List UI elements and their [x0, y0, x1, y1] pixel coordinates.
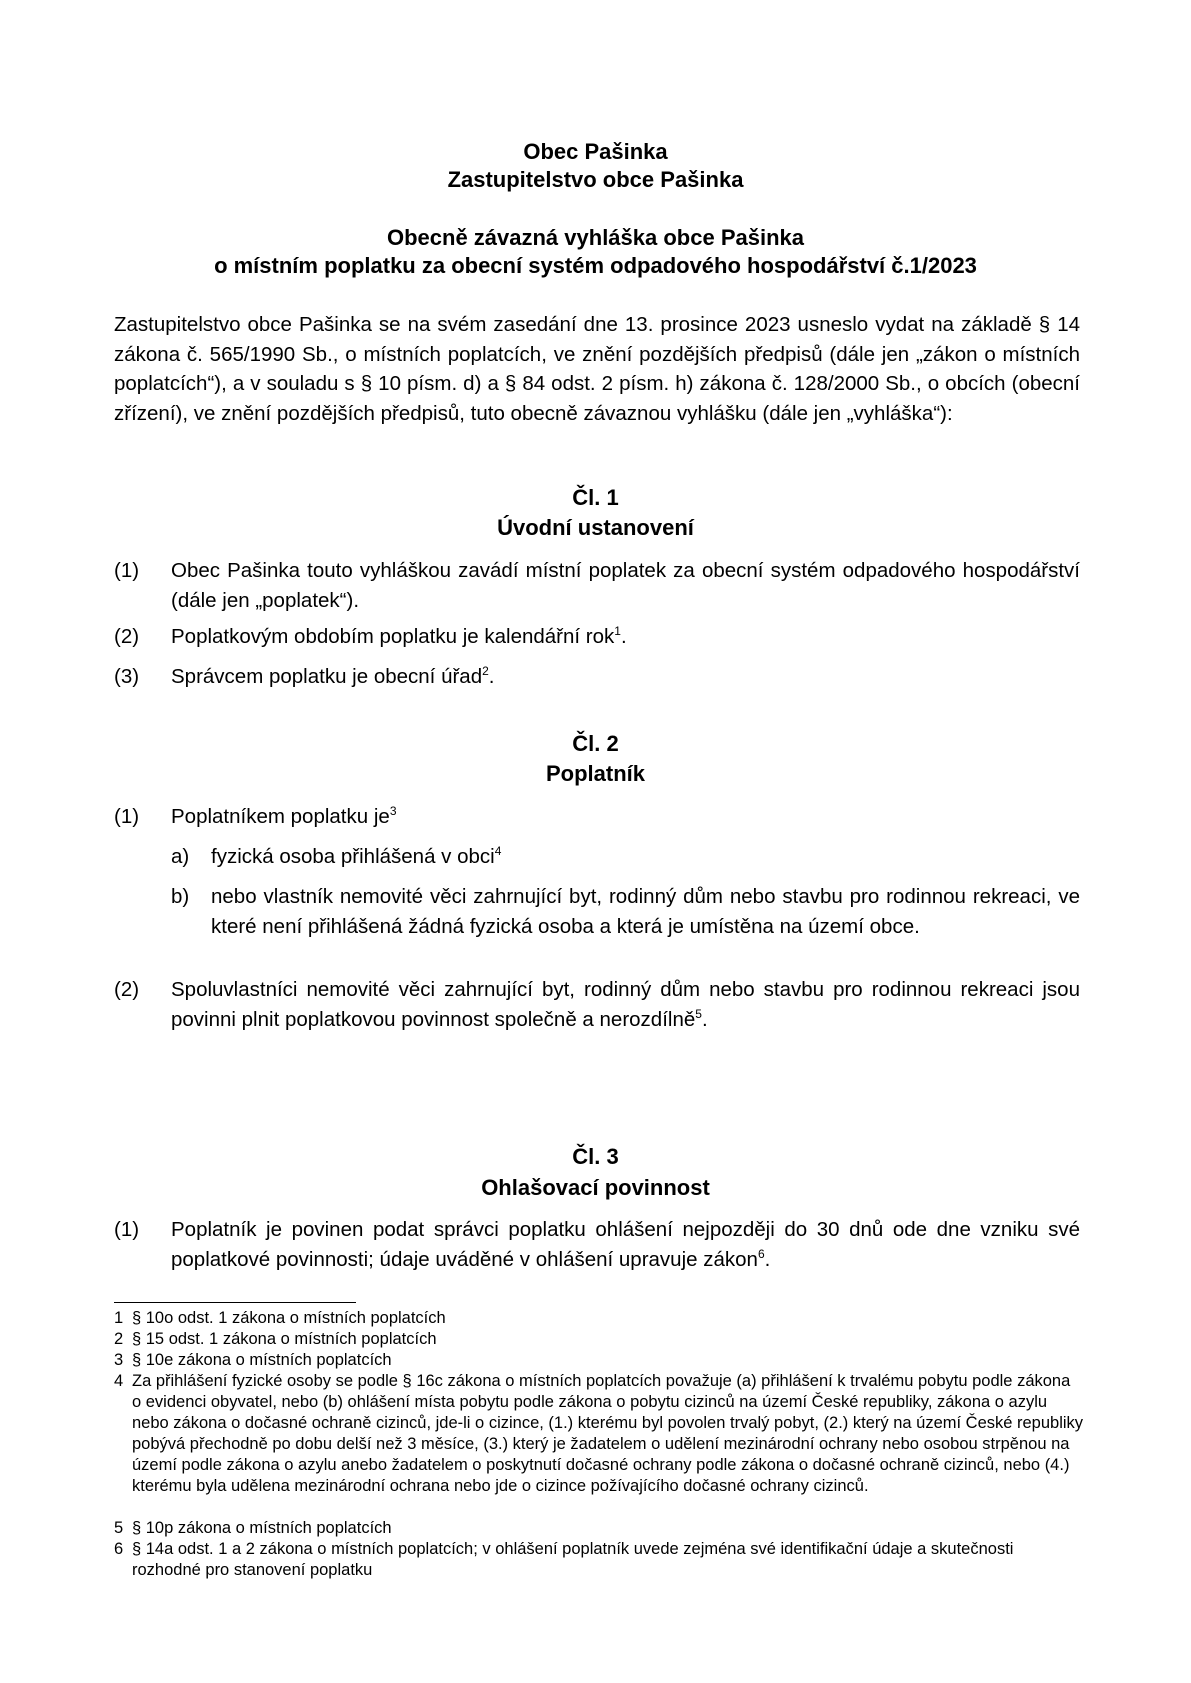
paragraph-text-end: . [764, 1247, 771, 1271]
item-letter: a) [171, 845, 190, 868]
paragraph-text-body: Poplatníkem poplatku je [171, 805, 390, 828]
item-text [211, 842, 1080, 872]
footnote-5 [114, 1518, 1084, 1539]
paragraph-text-body: Poplatník je povinen podat správci poplatku ohlášení nejpozději do 30 dnů ode dne vzniku své poplatkové povinnosti; údaje uváděné v ohlášení upravuje zákon [171, 1218, 1080, 1271]
footnote-ref: 6 [757, 1246, 765, 1261]
article-3-paragraph-1 [114, 1215, 1080, 1275]
paragraph-number: (1) [114, 559, 140, 582]
paragraph-number: (1) [114, 805, 140, 828]
footnote-text: Za přihlášení fyzické osoby se podle § 16c zákona o místních poplatcích považuje (a) přihlášení k trvalému pobytu podle zákona o evidenci obyvatel, nebo (b) ohlášení místa pobytu podle zákona o pobytu cizinců na území České republiky, zákona o azylu nebo zákona o dočasné ochraně cizinců, jde-li o cizince, (1.) kterému byl povolen trvalý pobyt, (2.) který na území České republiky pobývá přechodně po dobu delší než 3 měsíce, (3.) který je žadatelem o udělení mezinárodní ochrany nebo osobou strpěnou na území podle zákona o azylu anebo žadatelem o poskytnutí dočasné ochrany podle zákona o dočasné ochraně cizinců, nebo (4.) kterému byla udělena mezinárodní ochrana nebo jde o cizince požívajícího dočasné ochrany cizinců. [132, 1372, 1084, 1495]
paragraph-text [171, 662, 1080, 692]
decree-subtitle: o místním poplatku za obecní systém odpadového hospodářství č.1/2023 [214, 253, 977, 278]
paragraph-text-end: . [488, 665, 495, 688]
paragraph-text-end: . [620, 625, 627, 648]
footnote-1 [114, 1308, 1084, 1329]
paragraph-text [171, 1215, 1080, 1274]
paragraph-number: (2) [114, 978, 140, 1001]
footnote-4 [114, 1371, 1084, 1518]
footnote-separator [114, 1302, 356, 1303]
article-3-number: Čl. 3 [572, 1144, 619, 1169]
article-1-paragraph-3 [114, 662, 1080, 692]
footnote-ref: 1 [614, 624, 621, 639]
paragraph-text [171, 622, 1080, 652]
footnote-number: 1 [114, 1309, 124, 1327]
footnote-text: § 15 odst. 1 zákona o místních poplatcích [132, 1330, 437, 1348]
footnote-6 [114, 1539, 1084, 1581]
article-3-title: Ohlašovací povinnost [481, 1175, 710, 1200]
footnote-number: 5 [114, 1519, 124, 1537]
paragraph-text-body: Správcem poplatku je obecní úřad [171, 665, 483, 688]
footnote-number: 4 [114, 1372, 124, 1390]
article-1-number: Čl. 1 [572, 485, 619, 510]
item-letter: b) [171, 885, 190, 908]
paragraph-text-body: Spoluvlastníci nemovité věci zahrnující byt, rodinný dům nebo stavbu pro rodinnou rekreaci jsou povinni plnit poplatkovou povinnost společně a nerozdílně [171, 978, 1080, 1031]
article-2-number: Čl. 2 [572, 731, 619, 756]
footnote-number: 6 [114, 1540, 124, 1558]
footnote-text: § 10p zákona o místních poplatcích [132, 1519, 392, 1537]
preamble: Zastupitelstvo obce Pašinka se na svém zasedání dne 13. prosince 2023 usneslo vydat na základě § 14 zákona č. 565/1990 Sb., o místních poplatcích, ve znění pozdějších předpisů (dále jen „zákon o místních poplatcích“), a v souladu s § 10 písm. d) a § 84 odst. 2 písm. h) zákona č. 128/2000 Sb., o obcích (obecní zřízení), ve znění pozdějších předpisů, tuto obecně závaznou vyhlášku (dále jen „vyhláška“): [114, 313, 1080, 425]
paragraph-text [171, 802, 1080, 832]
article-1-title: Úvodní ustanovení [497, 515, 694, 540]
item-text: nebo vlastník nemovité věci zahrnující byt, rodinný dům nebo stavbu pro rodinnou rekreaci, ve které není přihlášená žádná fyzická osoba a která je umístěna na území obce. [211, 885, 1080, 938]
article-1-paragraph-1 [114, 556, 1080, 616]
decree-title: Obecně závazná vyhláška obce Pašinka [386, 225, 804, 250]
paragraph-number: (3) [114, 665, 140, 688]
footnote-3 [114, 1350, 1084, 1371]
footnote-ref: 2 [482, 664, 489, 679]
article-1-paragraph-2 [114, 622, 1080, 652]
article-2-title: Poplatník [545, 761, 645, 786]
item-text-body: fyzická osoba přihlášená v obci [211, 845, 495, 868]
article-2-paragraph-1 [114, 802, 1080, 832]
footnote-number: 3 [114, 1351, 124, 1369]
council-name: Zastupitelstvo obce Pašinka [447, 167, 744, 192]
paragraph-number: (2) [114, 625, 140, 648]
footnote-ref: 5 [695, 1006, 702, 1021]
paragraph-text-body: Poplatkovým obdobím poplatku je kalendářní rok [171, 625, 615, 648]
paragraph-text: Obec Pašinka touto vyhláškou zavádí místní poplatek za obecní systém odpadového hospodářství (dále jen „poplatek“). [171, 559, 1080, 612]
article-2-paragraph-2 [114, 975, 1080, 1035]
article-2-item-b [171, 882, 1080, 972]
footnote-text: § 14a odst. 1 a 2 zákona o místních poplatcích; v ohlášení poplatník uvede zejména své identifikační údaje a skutečnosti rozhodné pro stanovení poplatku [132, 1540, 1014, 1579]
footnote-text: § 10e zákona o místních poplatcích [132, 1351, 392, 1369]
article-2-item-a [171, 842, 1080, 872]
footnote-2 [114, 1329, 1084, 1350]
paragraph-text-end: . [701, 1007, 708, 1031]
footnote-text: § 10o odst. 1 zákona o místních poplatcích [132, 1309, 446, 1327]
paragraph-text [171, 975, 1080, 1034]
footnote-number: 2 [114, 1330, 124, 1348]
paragraph-number: (1) [114, 1218, 140, 1241]
footnote-ref: 3 [389, 804, 397, 819]
footnote-ref: 4 [494, 844, 502, 859]
municipality-name: Obec Pašinka [523, 139, 668, 164]
